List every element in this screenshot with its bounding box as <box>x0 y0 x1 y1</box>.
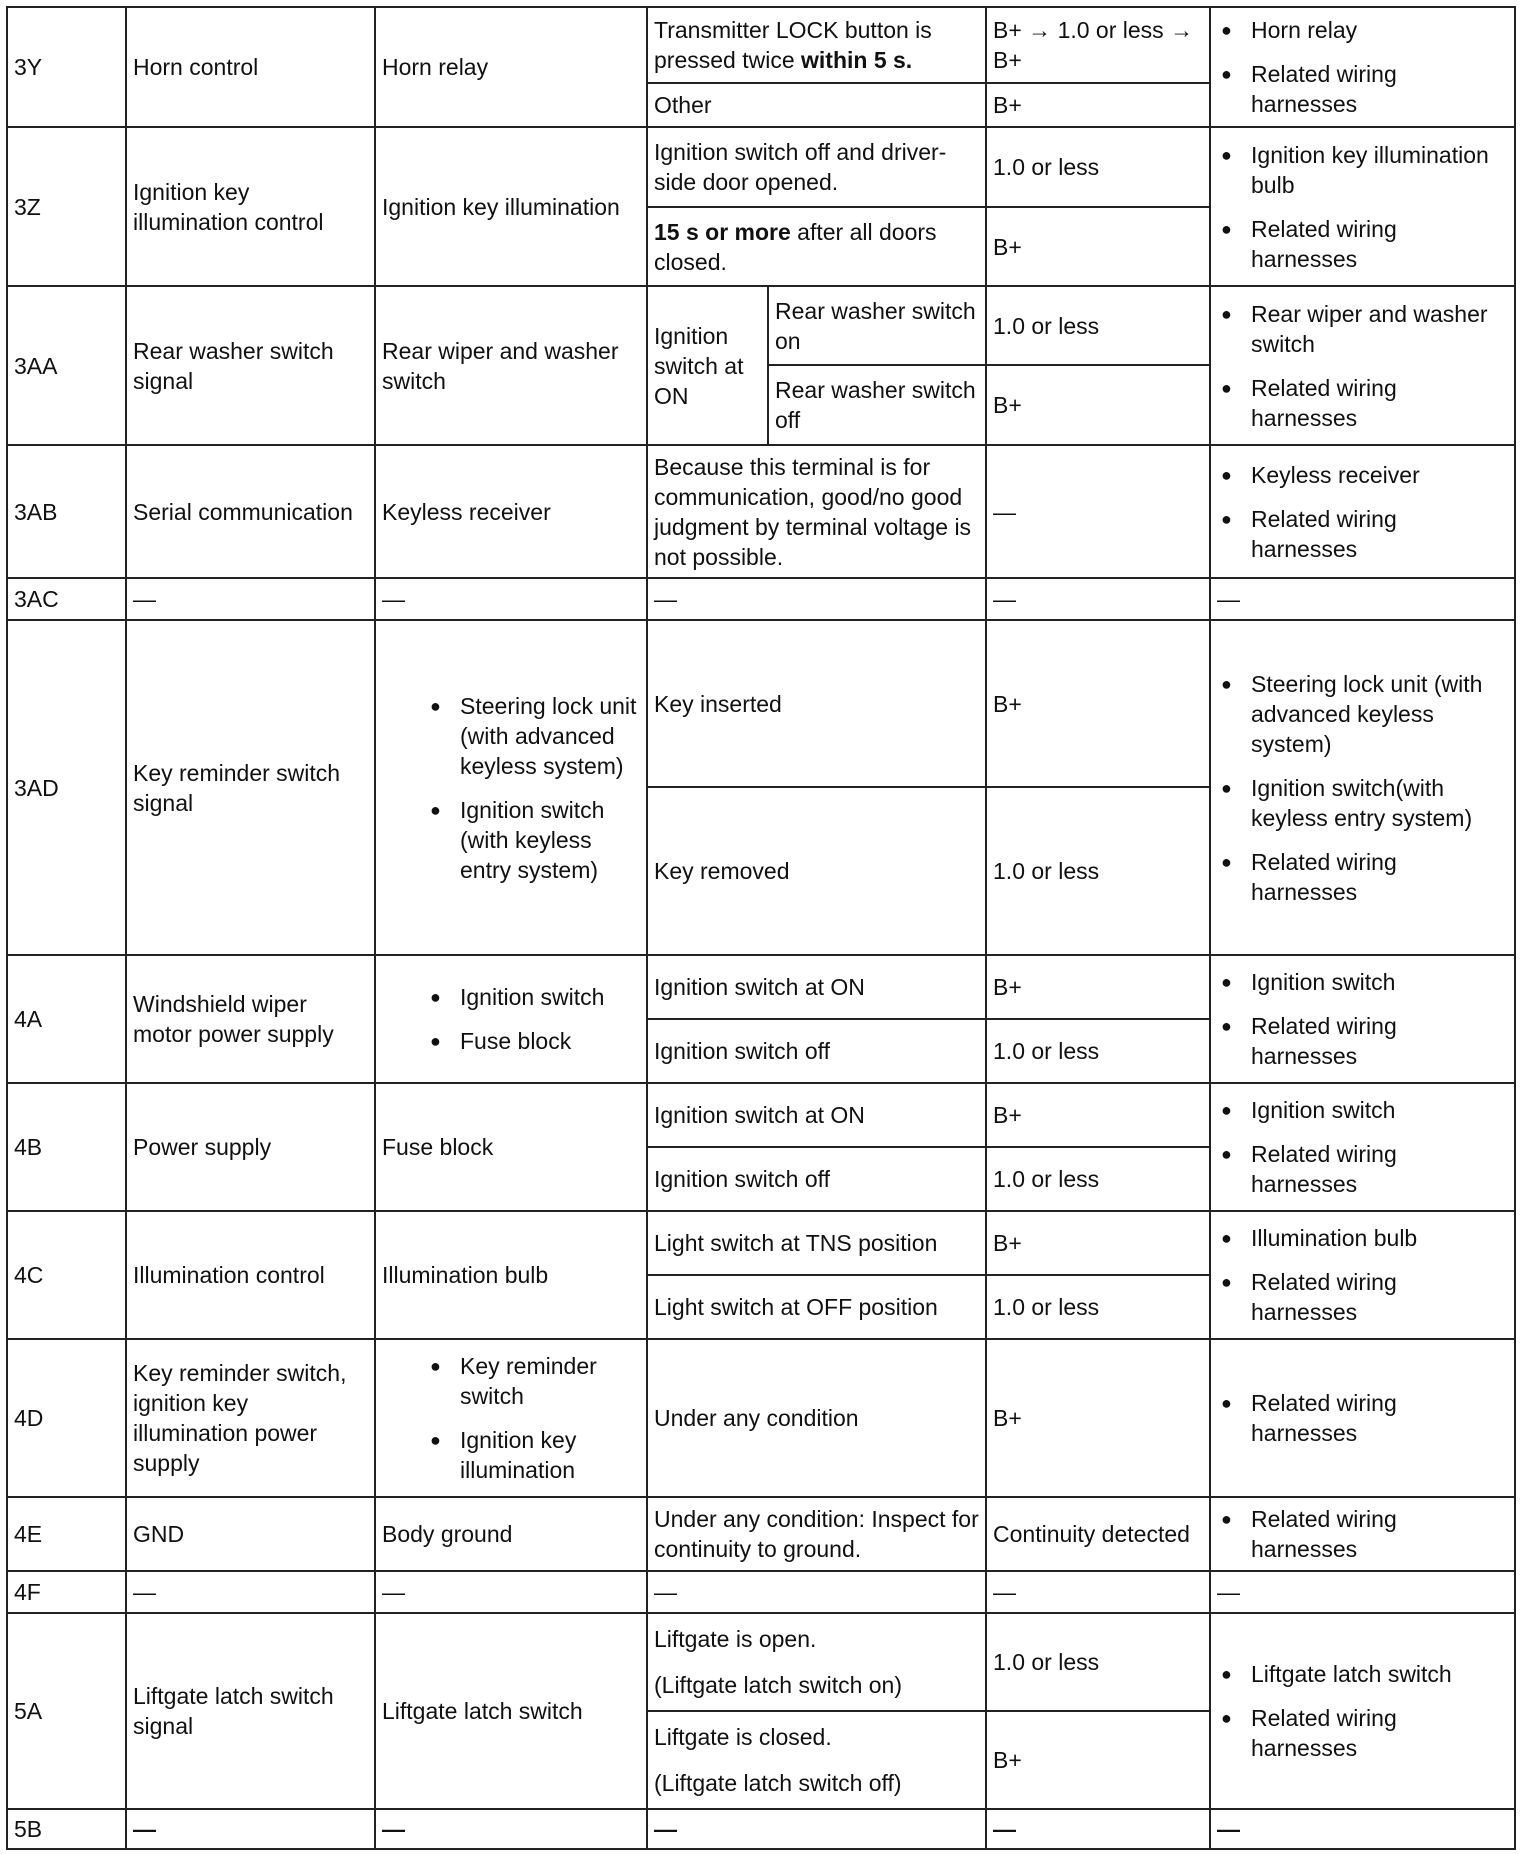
list-item: ● Related wiring harnesses <box>1217 1504 1508 1564</box>
list-item: ● Related wiring harnesses <box>1217 504 1508 564</box>
condition-cell: — <box>647 1809 986 1849</box>
connected-cell <box>375 955 647 1083</box>
table-row <box>7 1339 1515 1497</box>
condition-cell: 15 s or more after all doors closed. <box>647 207 986 286</box>
cause-cell <box>1210 1613 1515 1809</box>
cause-cell <box>1210 286 1515 445</box>
condition-note: (Liftgate latch switch off) <box>654 1770 902 1796</box>
condition-cell: Ignition switch off <box>647 1019 986 1083</box>
cause-cell <box>1210 1497 1515 1571</box>
list-item: ● Related wiring harnesses <box>1217 373 1508 433</box>
list-item: ● Rear wiper and washer switch <box>1217 299 1508 359</box>
list-item: ● Fuse block <box>426 1026 640 1056</box>
condition-cell <box>647 1711 986 1809</box>
voltage-cell: 1.0 or less <box>986 1613 1210 1711</box>
connected-cell <box>375 620 647 955</box>
voltage-cell: 1.0 or less <box>986 787 1210 955</box>
terminal-inspection-table <box>6 6 1516 1850</box>
table-row <box>7 127 1515 207</box>
table-row <box>7 1211 1515 1275</box>
signal-cell: Horn control <box>126 7 375 127</box>
signal-cell: Ignition key illumination control <box>126 127 375 286</box>
connected-cell: Illumination bulb <box>375 1211 647 1339</box>
table-row <box>7 1809 1515 1849</box>
connected-cell: Ignition key illumination <box>375 127 647 286</box>
signal-cell: Illumination control <box>126 1211 375 1339</box>
voltage-cell: B+ <box>986 1083 1210 1147</box>
list-item: ● Ignition switch <box>426 982 640 1012</box>
cause-cell <box>1210 7 1515 127</box>
list-item: ● Keyless receiver <box>1217 460 1508 490</box>
voltage-cell: 1.0 or less <box>986 286 1210 365</box>
condition-line: Liftgate is open. <box>654 1626 817 1652</box>
condition-cell: Under any condition <box>647 1339 986 1497</box>
sub-condition-cell: Rear washer switch off <box>768 365 986 445</box>
condition-cell: Transmitter LOCK button is pressed twice within 5 s. <box>647 7 986 83</box>
voltage-cell: B+ <box>986 1211 1210 1275</box>
connected-cell: — <box>375 1571 647 1613</box>
table-row <box>7 1613 1515 1711</box>
terminal-cell: 3Y <box>7 7 126 127</box>
terminal-cell: 5A <box>7 1613 126 1809</box>
signal-cell: Serial communication <box>126 445 375 578</box>
condition-cell: Ignition switch at ON <box>647 955 986 1019</box>
list-item: ● Related wiring harnesses <box>1217 1139 1508 1199</box>
table-row <box>7 7 1515 83</box>
voltage-cell: B+ <box>986 207 1210 286</box>
voltage-cell: 1.0 or less <box>986 1019 1210 1083</box>
signal-cell: Key reminder switch signal <box>126 620 375 955</box>
condition-cell: Key removed <box>647 787 986 955</box>
voltage-cell: B+ <box>986 620 1210 787</box>
list-item: ● Related wiring harnesses <box>1217 847 1508 907</box>
cause-cell: — <box>1210 578 1515 620</box>
list-item: ● Related wiring harnesses <box>1217 1267 1508 1327</box>
connected-cell: Body ground <box>375 1497 647 1571</box>
list-item: ● Ignition switch(with keyless entry system) <box>1217 773 1508 833</box>
voltage-cell: 1.0 or less <box>986 1275 1210 1339</box>
cause-cell <box>1210 1083 1515 1211</box>
sub-condition-cell: Rear washer switch on <box>768 286 986 365</box>
list-item: ● Related wiring harnesses <box>1217 214 1508 274</box>
signal-cell: — <box>126 578 375 620</box>
connected-cell: Liftgate latch switch <box>375 1613 647 1809</box>
condition-cell: Ignition switch at ON <box>647 1083 986 1147</box>
list-item: ● Related wiring harnesses <box>1217 1703 1508 1763</box>
table-row <box>7 1083 1515 1147</box>
cause-cell: — <box>1210 1571 1515 1613</box>
signal-cell: Rear washer switch signal <box>126 286 375 445</box>
condition-cell: Other <box>647 83 986 127</box>
cause-cell <box>1210 1339 1515 1497</box>
signal-cell: GND <box>126 1497 375 1571</box>
voltage-cell: 1.0 or less <box>986 127 1210 207</box>
condition-cell: Key inserted <box>647 620 986 787</box>
terminal-cell: 4C <box>7 1211 126 1339</box>
connected-cell <box>375 1339 647 1497</box>
terminal-cell: 3Z <box>7 127 126 286</box>
list-item: ● Ignition key illumination bulb <box>1217 140 1508 200</box>
cause-cell <box>1210 620 1515 955</box>
list-item: ● Horn relay <box>1217 15 1508 45</box>
table-row <box>7 620 1515 787</box>
list-item: ● Related wiring harnesses <box>1217 1388 1508 1448</box>
table-row <box>7 445 1515 578</box>
terminal-cell: 4F <box>7 1571 126 1613</box>
cause-cell <box>1210 127 1515 286</box>
connected-cell: Horn relay <box>375 7 647 127</box>
connected-cell: Rear wiper and washer switch <box>375 286 647 445</box>
condition-cell <box>647 1613 986 1711</box>
list-item: ● Related wiring harnesses <box>1217 59 1508 119</box>
list-item: ● Ignition switch (with keyless entry system) <box>426 795 640 885</box>
voltage-cell: Continuity detected <box>986 1497 1210 1571</box>
terminal-cell: 3AC <box>7 578 126 620</box>
terminal-cell: 4B <box>7 1083 126 1211</box>
condition-cell: — <box>647 578 986 620</box>
voltage-cell: — <box>986 1809 1210 1849</box>
cause-cell: — <box>1210 1809 1515 1849</box>
list-item: ● Related wiring harnesses <box>1217 1011 1508 1071</box>
signal-cell: Liftgate latch switch signal <box>126 1613 375 1809</box>
connected-cell: — <box>375 578 647 620</box>
condition-cell: — <box>647 1571 986 1613</box>
signal-cell: Windshield wiper motor power supply <box>126 955 375 1083</box>
voltage-cell: 1.0 or less <box>986 1147 1210 1211</box>
voltage-cell: — <box>986 1571 1210 1613</box>
signal-cell: — <box>126 1809 375 1849</box>
voltage-cell: B+ → 1.0 or less → B+ <box>986 7 1210 83</box>
signal-cell: Key reminder switch, ignition key illumination power supply <box>126 1339 375 1497</box>
connected-cell: Fuse block <box>375 1083 647 1211</box>
cause-cell <box>1210 955 1515 1083</box>
terminal-cell: 5B <box>7 1809 126 1849</box>
voltage-cell: B+ <box>986 1711 1210 1809</box>
signal-cell: — <box>126 1571 375 1613</box>
voltage-cell: B+ <box>986 83 1210 127</box>
condition-cell: Under any condition: Inspect for continuity to ground. <box>647 1497 986 1571</box>
cause-cell <box>1210 1211 1515 1339</box>
condition-cell: Light switch at OFF position <box>647 1275 986 1339</box>
voltage-cell: B+ <box>986 365 1210 445</box>
table-row <box>7 286 1515 365</box>
voltage-cell: B+ <box>986 955 1210 1019</box>
terminal-cell: 3AD <box>7 620 126 955</box>
list-item: ● Steering lock unit (with advanced keyless system) <box>426 691 640 781</box>
condition-cell: Light switch at TNS position <box>647 1211 986 1275</box>
list-item: ● Ignition switch <box>1217 1095 1508 1125</box>
list-item: ● Steering lock unit (with advanced keyless system) <box>1217 669 1508 759</box>
voltage-cell: — <box>986 578 1210 620</box>
condition-line: Liftgate is closed. <box>654 1724 832 1750</box>
condition-cell: Ignition switch at ON <box>647 286 768 445</box>
voltage-cell: B+ <box>986 1339 1210 1497</box>
list-item: ● Ignition key illumination <box>426 1425 640 1485</box>
connected-cell: — <box>375 1809 647 1849</box>
list-item: ● Key reminder switch <box>426 1351 640 1411</box>
table-row <box>7 955 1515 1019</box>
terminal-cell: 4E <box>7 1497 126 1571</box>
table-row <box>7 578 1515 620</box>
list-item: ● Liftgate latch switch <box>1217 1659 1508 1689</box>
signal-cell: Power supply <box>126 1083 375 1211</box>
list-item: ● Illumination bulb <box>1217 1223 1508 1253</box>
list-item: ● Ignition switch <box>1217 967 1508 997</box>
connected-cell: Keyless receiver <box>375 445 647 578</box>
terminal-cell: 4A <box>7 955 126 1083</box>
condition-cell: Ignition switch off <box>647 1147 986 1211</box>
terminal-cell: 3AA <box>7 286 126 445</box>
table-row <box>7 1571 1515 1613</box>
terminal-cell: 3AB <box>7 445 126 578</box>
condition-cell: Ignition switch off and driver-side door opened. <box>647 127 986 207</box>
condition-cell: Because this terminal is for communication, good/no good judgment by terminal voltage is not possible. <box>647 445 986 578</box>
voltage-cell: — <box>986 445 1210 578</box>
table-row <box>7 1497 1515 1571</box>
terminal-cell: 4D <box>7 1339 126 1497</box>
condition-note: (Liftgate latch switch on) <box>654 1672 903 1698</box>
cause-cell <box>1210 445 1515 578</box>
